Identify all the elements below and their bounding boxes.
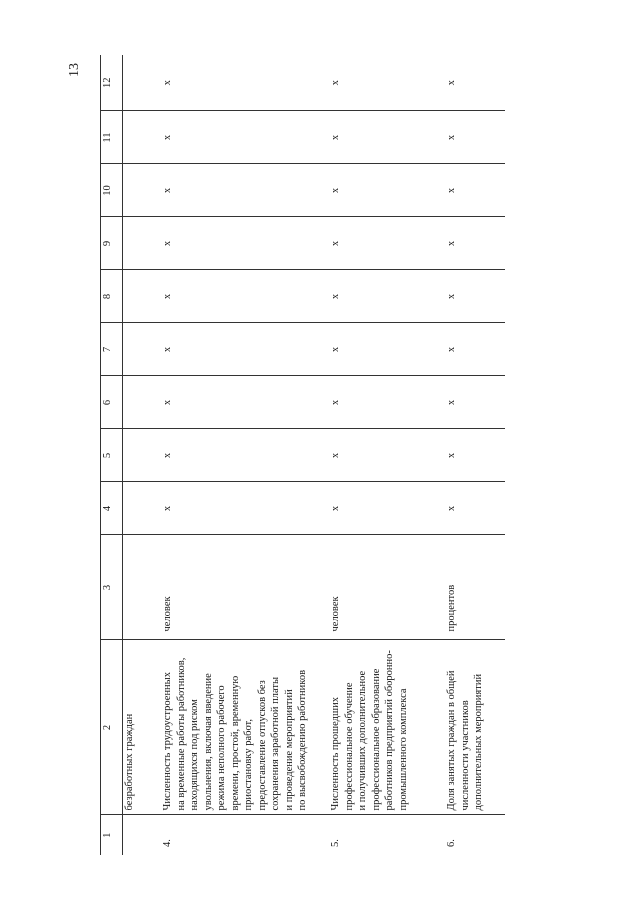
row-value: x	[153, 164, 323, 217]
row-name-line: Доля занятых граждан в общей	[446, 670, 457, 811]
row-number: 4.	[162, 839, 173, 847]
row-name-line: увольнения, включая введение	[202, 673, 214, 811]
table-row	[323, 55, 439, 855]
header-cell: 9	[101, 217, 123, 270]
header-cell: 1	[101, 815, 123, 855]
row-value: x	[323, 429, 439, 482]
row-unit: человек	[323, 535, 439, 640]
row-name-line: работников предприятий оборонно-	[384, 650, 395, 811]
row-unit: процентов	[439, 535, 505, 640]
row-unit: человек	[153, 535, 323, 640]
row-value: x	[323, 111, 439, 164]
header-cell: 11	[101, 111, 123, 164]
row-name-line: дополнительных мероприятий	[473, 673, 484, 811]
indicators-table	[100, 55, 505, 855]
row-value: x	[439, 111, 505, 164]
row-name-line: и получивших дополнительное	[357, 670, 368, 811]
row-name-line: времени, простой, временную	[229, 675, 241, 811]
row-value: x	[439, 482, 505, 535]
table-row	[153, 55, 323, 855]
page-number: 13	[67, 63, 82, 77]
row-number: 5.	[330, 839, 341, 847]
row-name	[153, 640, 323, 815]
row-value: x	[153, 429, 323, 482]
row-value: x	[323, 270, 439, 323]
row-name-line: режима неполного рабочего	[216, 685, 227, 811]
row-name-line: на временные работы работников,	[175, 657, 187, 811]
row-value: x	[153, 111, 323, 164]
row-name-line: приостановку работ,	[243, 719, 254, 811]
row-value: x	[153, 217, 323, 270]
row-value: x	[439, 270, 505, 323]
row-name-line: численности участников	[459, 700, 471, 811]
row-name-line: Численность прошедших	[330, 697, 341, 811]
header-cell: 3	[101, 535, 123, 640]
row-name-line: предоставление отпусков без	[256, 680, 268, 811]
row-name-line: промышленного комплекса	[397, 688, 409, 811]
row-value: x	[153, 55, 323, 111]
row-value: x	[323, 164, 439, 217]
header-cell: 10	[101, 164, 123, 217]
row-name-line: профессиональное обучение	[343, 682, 355, 811]
header-cell: 4	[101, 482, 123, 535]
row-value: x	[153, 270, 323, 323]
row-value: x	[323, 323, 439, 376]
row-name-line: находящихся под риском	[189, 699, 200, 811]
row-value: x	[323, 376, 439, 429]
header-cell: 2	[101, 640, 123, 815]
table-row	[439, 55, 505, 855]
row-value: x	[439, 55, 505, 111]
row-name	[439, 640, 505, 815]
section-row	[123, 55, 154, 855]
row-value: x	[439, 323, 505, 376]
row-name-line: по высвобождению работников	[297, 669, 308, 811]
row-value: x	[439, 217, 505, 270]
rotated-table-container	[100, 55, 510, 855]
row-value: x	[323, 55, 439, 111]
row-value: x	[323, 482, 439, 535]
row-number: 6.	[446, 839, 457, 847]
row-name-line: и проведение мероприятий	[283, 689, 295, 811]
row-value: x	[439, 429, 505, 482]
row-value: x	[439, 164, 505, 217]
header-cell: 7	[101, 323, 123, 376]
row-value: x	[153, 376, 323, 429]
header-row	[101, 55, 123, 855]
row-value: x	[439, 376, 505, 429]
row-name	[323, 640, 439, 815]
row-name-line: Численность трудоустроенных	[162, 672, 173, 811]
row-value: x	[153, 323, 323, 376]
header-cell: 5	[101, 429, 123, 482]
row-name-line: сохранения заработной платы	[270, 676, 281, 811]
row-value: x	[153, 482, 323, 535]
row-value: x	[323, 217, 439, 270]
header-cell: 6	[101, 376, 123, 429]
row-name-line: профессиональное образование	[370, 668, 382, 811]
header-cell: 8	[101, 270, 123, 323]
section-title: безработных граждан	[123, 640, 154, 815]
header-cell: 12	[101, 55, 123, 111]
